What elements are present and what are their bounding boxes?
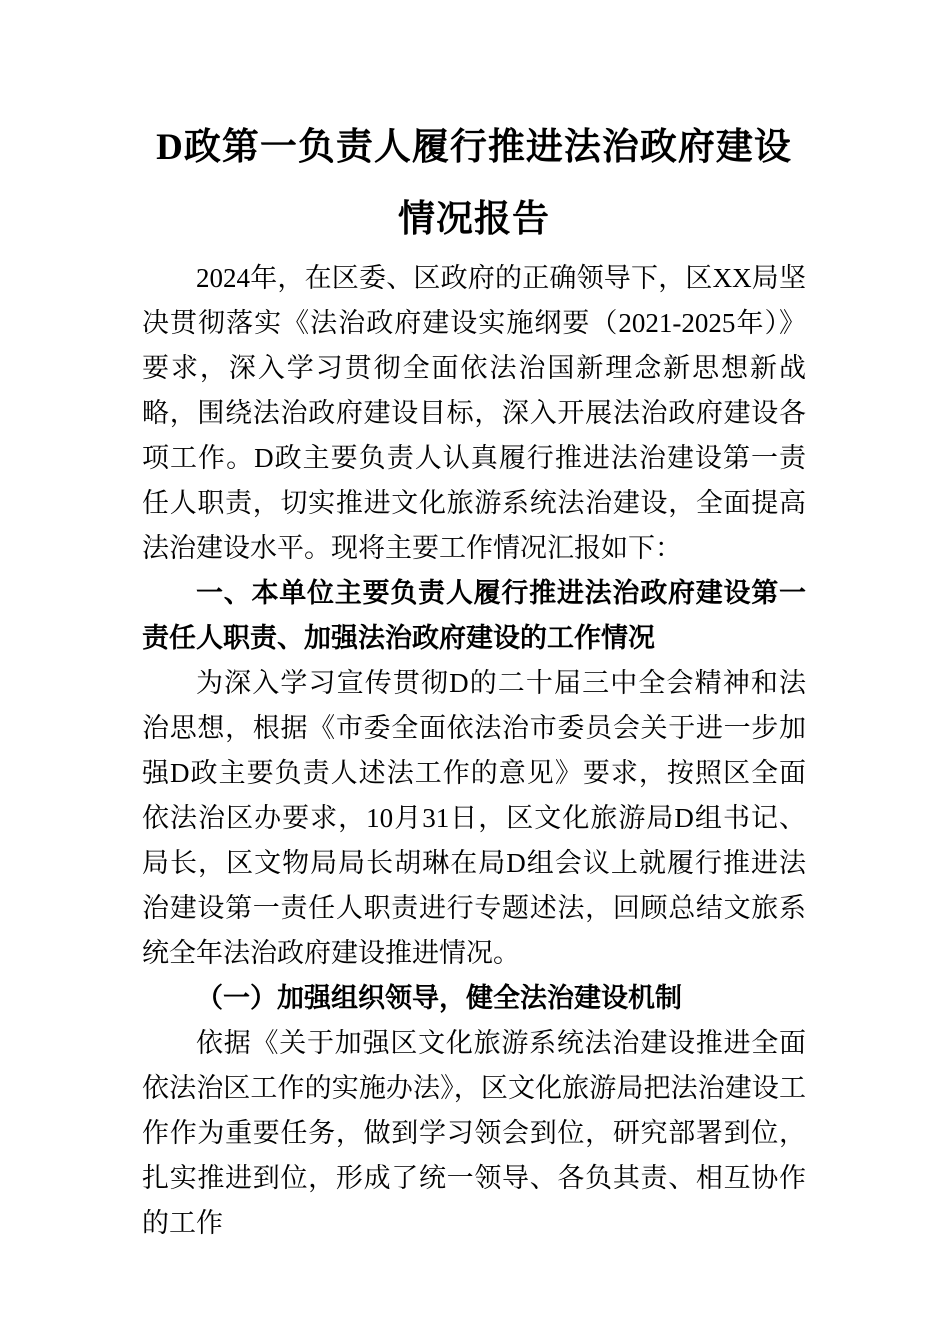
subsection-heading-1-1: （一）加强组织领导，健全法治建设机制: [196, 983, 682, 1013]
section-heading-1: 一、本单位主要负责人履行推进法治政府建设第一责任人职责、加强法治政府建设的工作情况: [142, 578, 806, 653]
paragraph-intro: 2024年，在区委、区政府的正确领导下，区XX局坚决贯彻落实《法治政府建设实施纲要（2021-2025年）》要求，深入学习贯彻全面依法治国新理念新思想新战略，围绕法治政府建设目标，深入开展法治政府建设各项工作。D政主要负责人认真履行推进法治建设第一责任人职责，切实推进文化旅游系统法治建设，全面提高法治建设水平。现将主要工作情况汇报如下：: [142, 263, 806, 563]
paragraph-subsection-1-1: 依据《关于加强区文化旅游系统法治建设推进全面依法治区工作的实施办法》，区文化旅游局把法治建设工作作为重要任务，做到学习领会到位，研究部署到位，扎实推进到位，形成了统一领导、各负其责、相互协作的工作: [142, 1028, 806, 1238]
document-title: D政第一负责人履行推进法治政府建设情况报告: [156, 127, 792, 240]
paragraph-section-1: 为深入学习宣传贯彻D的二十届三中全会精神和法治思想，根据《市委全面依法治市委员会关于进一步加强D政主要负责人述法工作的意见》要求，按照区全面依法治区办要求，10月31日，区文化旅游局D组书记、局长，区文物局局长胡琳在局D组会议上就履行推进法治建设第一责任人职责进行专题述法，回顾总结文旅系统全年法治政府建设推进情况。: [142, 668, 806, 968]
